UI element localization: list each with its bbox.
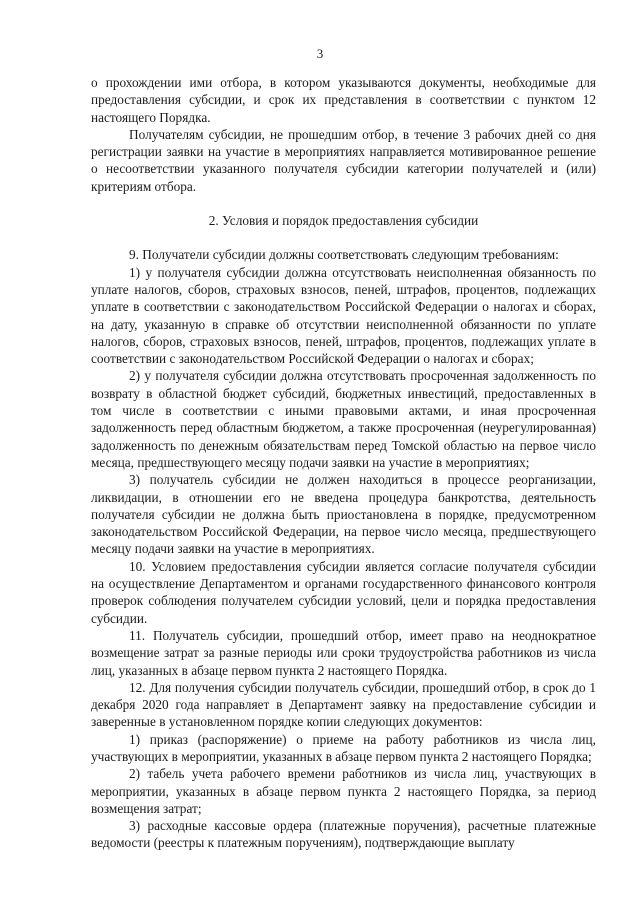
paragraph-subitem-9-3: 3) получатель субсидии не должен находиться в процессе реорганизации, ликвидации, в отношении его не введена процедура банкротства, деятельность получателя субсидии не должна быть приостановлена в порядке, предусмотренном законодательством Российской Федерации, на первое число месяца, предшествующего месяцу подачи заявки на участие в мероприятиях. (91, 472, 596, 557)
page-number: 3 (316, 46, 324, 61)
paragraph: Получателям субсидии, не прошедшим отбор, в течение 3 рабочих дней со дня регистрации заявки на участие в мероприятиях направляется мотивированное решение о несоответствии указанного получателя субсидии категории получателей и (или) критериям отбора. (91, 126, 596, 194)
paragraph-item-11: 11. Получатель субсидии, прошедший отбор, имеет право на неоднократное возмещение затрат за разные периоды или сроки трудоустройства работников из числа лиц, указанных в абзаце первом пункта 2 настоящего Порядка. (91, 627, 596, 678)
paragraph-item-9: 9. Получатели субсидии должны соответствовать следующим требованиям: (129, 247, 559, 263)
paragraph-subitem-12-1: 1) приказ (распоряжение) о приеме на работу работников из числа лиц, участвующих в мероприятии, указанных в абзаце первом пункта 2 настоящего Порядка; (91, 731, 596, 764)
paragraph-continued: о прохождении ими отбора, в котором указываются документы, необходимые для предоставления субсидии, и срок их представления в соответствии с пунктом 12 настоящего Порядка. (91, 75, 596, 125)
paragraph-item-12: 12. Для получения субсидии получатель субсидии, прошедший отбор, в срок до 1 декабря 2020 года направляет в Департамент заявку на предоставление субсидии и заверенные в установленном порядке копии следующих документов: (91, 679, 596, 730)
paragraph-subitem-9-2: 2) у получателя субсидии должна отсутствовать просроченная задолженность по возврату в областной бюджет субсидий, бюджетных инвестиций, предоставленных в том числе в соответствии с иными правовыми актами, и иная просроченная задолженность перед областным бюджетом, а также просроченная (неурегулированная) задолженность по денежным обязательствам перед Томской областью на первое число месяца, предшествующего месяцу подачи заявки на участие в мероприятиях; (91, 368, 596, 470)
paragraph-subitem-12-2: 2) табель учета рабочего времени работников из числа лиц, участвующих в мероприятии, указанных в абзаце первом пункта 2 настоящего Порядка, за период возмещения затрат; (91, 766, 596, 816)
paragraph-item-10: 10. Условием предоставления субсидии является согласие получателя субсидии на осуществление Департаментом и органами государственного финансового контроля проверок соблюдения получателем субсидии условий, цели и порядка предоставления субсидии. (91, 558, 596, 626)
paragraph-subitem-9-1: 1) у получателя субсидии должна отсутствовать неисполненная обязанность по уплате налогов, сборов, страховых взносов, пеней, штрафов, процентов, подлежащих уплате в соответствии с законодательством Российской Федерации о налогах и сборах, на дату, указанную в справке об отсутствии неисполненной обязанности по уплате налогов, сборов, страховых взносов, пеней, штрафов, процентов, подлежащих уплате в соответствии с законодательством Российской Федерации о налогах и сборах; (91, 264, 596, 367)
paragraph-subitem-12-3: 3) расходные кассовые ордера (платежные поручения), расчетные платежные ведомости (реестры к платежным поручениям), подтверждающие выплату (91, 818, 596, 851)
section-title: 2. Условия и порядок предоставления субсидии (208, 213, 479, 229)
document-body (91, 74, 596, 852)
